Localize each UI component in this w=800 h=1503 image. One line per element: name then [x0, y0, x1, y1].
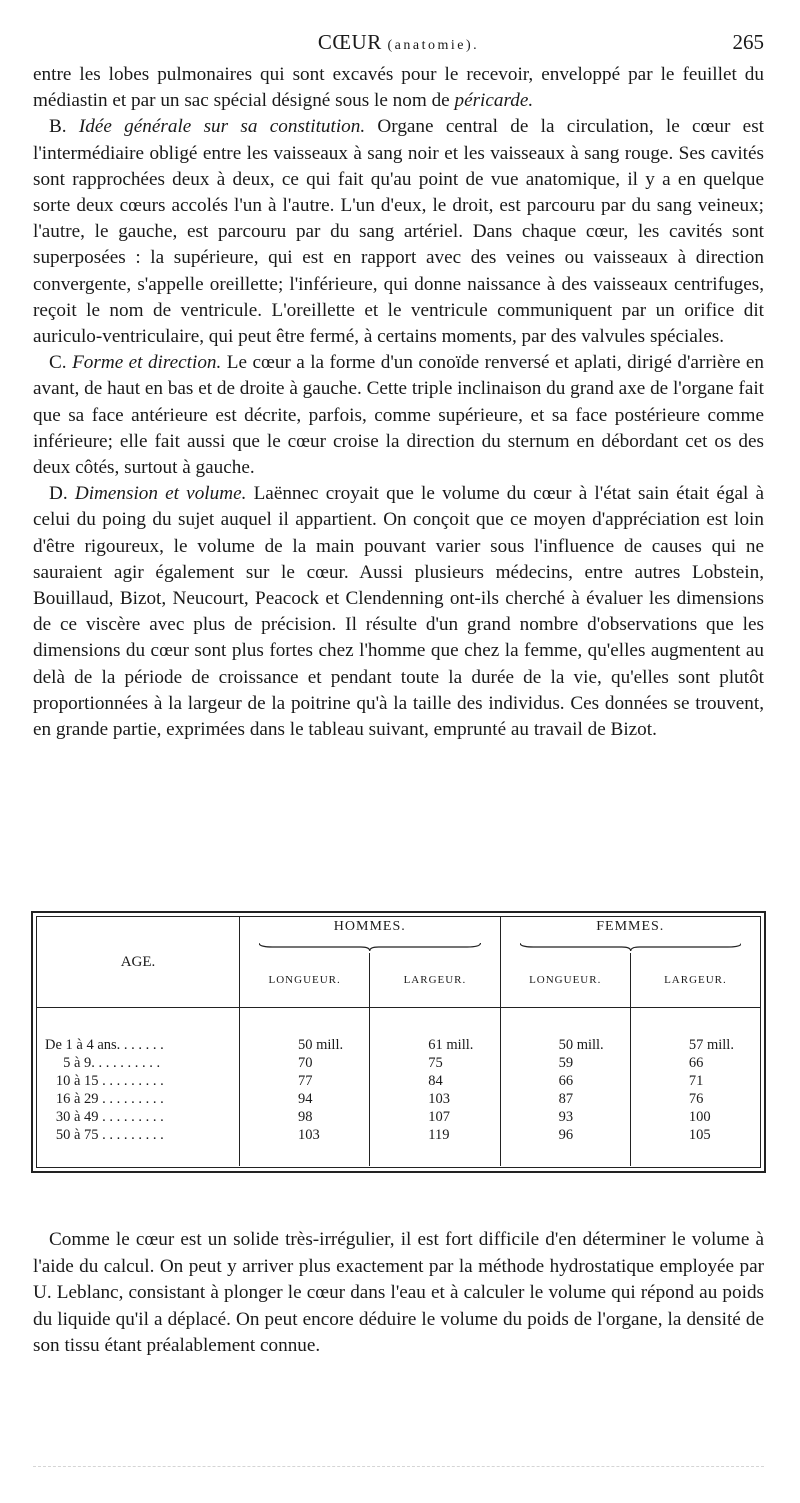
page-number: 265 [732, 30, 764, 54]
women-length-cell: 93 [558, 1109, 574, 1125]
men-length-cell: 103 [298, 1127, 320, 1143]
men-length-header: LONGUEUR. [268, 974, 341, 986]
women-length-cell: 50 mill. [558, 1037, 604, 1053]
men-width-cell: 84 [370, 1072, 500, 1090]
women-length-cell: 59 [558, 1055, 574, 1071]
running-title-main: CŒUR [317, 30, 382, 54]
women-width-cell: 66 [630, 1054, 760, 1072]
men-length-cell: 94 [298, 1091, 313, 1107]
men-header-label: HOMMES. [333, 919, 406, 934]
paragraph-intro [33, 62, 764, 114]
men-width-cell: 61 mill. [370, 1036, 500, 1054]
women-length-header: LONGUEUR. [529, 974, 602, 986]
women-width-cell: 76 [630, 1090, 760, 1108]
table-row [37, 1108, 760, 1126]
table-row [37, 1126, 760, 1166]
men-width-cell: 103 [370, 1090, 500, 1108]
table-row [37, 1054, 760, 1072]
body-text [33, 62, 764, 743]
age-cell: 10 à 15 . . . . . . . . . [37, 1072, 240, 1090]
page-header [33, 30, 764, 56]
intro-text: entre les lobes pulmonaires qui sont excavés pour le recevoir, enveloppé par le feuillet du médiastin et par un sac spécial désigné sous le nom de [33, 64, 764, 112]
age-header: AGE. [37, 917, 240, 1008]
section-d-text: Laënnec croyait que le volume du cœur à l'état sain était égal à celui du poing du sujet auquel il appartient. On conçoit que ce moyen d'appréciation est loin d'être rigoureux, le volume de la main pouvant varier sous l'influence de causes qui ne sauraient agir également sur le cœur. Aussi plusieurs médecins, entre autres Lobstein, Bouillaud, Bizot, Neucourt, Peacock et Clendenning ont-ils cherché à évaluer les dimensions de ce viscère avec plus de précision. Il résulte d'un grand nombre d'observations que les dimensions du cœur sont plus fortes chez l'homme que chez la femme, qu'elles augmentent au delà de la période de croissance et pendant toute la durée de la vie, qu'elles sont plutôt proportionnées à la largeur de la poitrine qu'à la taille des individus. Ces données se trouvent, en grande partie, exprimées dans le tableau suivant, emprunté au travail de Bizot. [33, 483, 764, 741]
age-cell: 16 à 29 . . . . . . . . . [37, 1090, 240, 1108]
women-width-cell: 71 [630, 1072, 760, 1090]
men-width-cell: 119 [370, 1126, 500, 1166]
paragraph-c [33, 350, 764, 481]
table-row [37, 1036, 760, 1054]
section-c-heading: Forme et direction. [72, 352, 222, 374]
paragraph-d [33, 481, 764, 743]
section-b-text: Organe central de la circulation, le cœur est l'intermédiaire obligé entre les vaisseaux à sang noir et les vaisseaux à sang rouge. Ses cavités sont rapprochées deux à deux, ce qui fait qu'au point de vue anatomique, il y a en quelque sorte deux cœurs accolés l'un à l'autre. L'un d'eux, le droit, est parcouru par du sang veineux; l'autre, le gauche, est parcouru par du sang artériel. Dans chaque cœur, les cavités sont superposées : la supérieure, qui est en rapport avec des veines ou vaisseaux à direction convergente, s'appelle oreillette; l'inférieure, qui donne naissance à des vaisseaux centrifuges, reçoit le nom de ventricule. L'oreillette et le ventricule communiquent par un orifice dit auriculo-ventriculaire, qui peut être fermé, à certains moments, par des valvules spéciales. [33, 116, 764, 348]
women-length-cell: 87 [558, 1091, 574, 1107]
table-row [37, 1090, 760, 1108]
section-d-heading: Dimension et volume. [74, 483, 247, 505]
section-c-label: C. [49, 352, 67, 374]
running-title-sub: (anatomie). [387, 38, 480, 53]
intro-term: péricarde. [454, 90, 534, 112]
section-c-text: Le cœur a la forme d'un conoïde renversé et aplati, dirigé d'arrière en avant, de haut en bas et de droite à gauche. Cette triple inclinaison du grand axe de l'organe fait que sa face antérieure est décrite, parfois, comme supérieure, et sa face postérieure comme inférieure; elle fait aussi que le cœur croise la direction du sternum en débordant cet os des deux côtés, surtout à gauche. [33, 352, 765, 479]
age-cell: 5 à 9. . . . . . . . . . [37, 1054, 240, 1072]
brace-icon [520, 941, 741, 951]
age-cell: 50 à 75 . . . . . . . . . [37, 1126, 240, 1166]
paragraph-b [33, 114, 764, 350]
brace-icon [259, 941, 481, 951]
footer-rule [33, 1466, 764, 1469]
men-width-header: LARGEUR. [370, 953, 500, 1008]
women-length-cell: 96 [558, 1127, 574, 1143]
women-width-cell: 57 mill. [630, 1036, 760, 1054]
men-length-cell: 77 [298, 1073, 313, 1089]
running-title [33, 30, 764, 55]
women-header [500, 917, 760, 953]
age-cell: De 1 à 4 ans. . . . . . . [37, 1036, 240, 1054]
men-width-cell: 107 [370, 1108, 500, 1126]
men-width-cell: 75 [370, 1054, 500, 1072]
section-b-heading: Idée générale sur sa constitution. [78, 116, 366, 138]
women-width-header: LARGEUR. [630, 953, 760, 1008]
women-length-cell: 66 [558, 1073, 574, 1089]
men-length-cell: 98 [298, 1109, 313, 1125]
section-b-label: B. [49, 116, 67, 138]
men-length-cell: 70 [298, 1055, 313, 1071]
table-row [37, 1072, 760, 1090]
dimensions-table-frame [31, 911, 766, 1173]
men-header [240, 917, 501, 953]
women-width-cell: 100 [630, 1108, 760, 1126]
closing-paragraph: Comme le cœur est un solide très-irrégulier, il est fort difficile d'en déterminer le volume à l'aide du calcul. On peut y arriver plus exactement par la méthode hydrostatique employée par U. Leblanc, consistant à plonger le cœur dans l'eau et à calculer le volume qui répond au poids du liquide qu'il a déplacé. On peut encore déduire le volume du poids de l'organe, la densité de son tissu étant préalablement connue. [33, 1229, 764, 1357]
women-width-cell: 105 [630, 1126, 760, 1166]
age-cell: 30 à 49 . . . . . . . . . [37, 1108, 240, 1126]
dimensions-table [37, 917, 760, 1166]
men-length-cell: 50 mill. [298, 1037, 344, 1053]
section-d-label: D. [49, 483, 68, 505]
women-header-label: FEMMES. [596, 919, 665, 934]
